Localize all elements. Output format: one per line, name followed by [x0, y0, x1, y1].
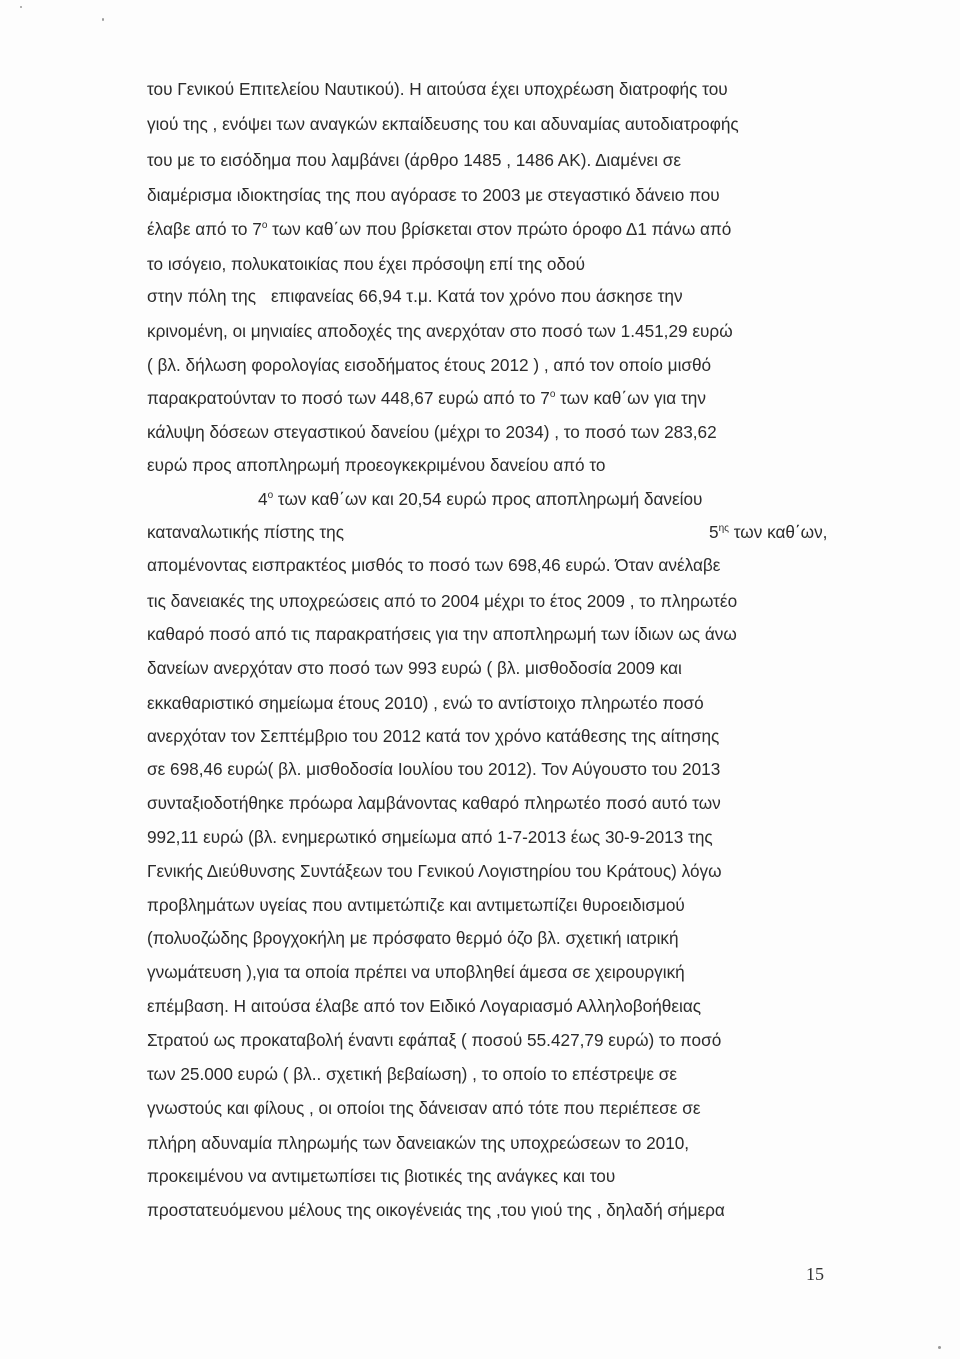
text-segment: των καθ΄ων που βρίσκεται στον πρώτο όροφο Δ1 πάνω από — [267, 219, 732, 239]
text-line: γνωστούς και φίλους , οι οποίοι της δάνεισαν από τότε που περιέπεσε σε — [147, 1098, 701, 1118]
text-line: προστατευόμενου μέλους της οικογένειάς της ,του γιού της , δηλαδή σήμερα — [147, 1200, 725, 1220]
text-segment: των καθ΄ων, — [728, 522, 828, 542]
text-line: των 25.000 ευρώ ( βλ.. σχετική βεβαίωση) , το οποίο το επέστρεψε σε — [147, 1064, 678, 1084]
text-line: διαμέρισμα ιδιοκτησίας της που αγόρασε το 2003 με στεγαστικό δάνειο που — [147, 185, 720, 205]
text-line: εκκαθαριστικό σημείωμα έτους 2010) , ενώ το αντίστοιχο πληρωτέο ποσό — [147, 693, 704, 713]
text-line: Γενικής Διεύθυνσης Συντάξεων του Γενικού Λογιστηρίου του Κράτους) λόγω — [147, 861, 722, 881]
text-line — [258, 489, 827, 513]
scan-speck — [938, 1346, 941, 1349]
page-number: 15 — [806, 1264, 824, 1284]
text-segment: των καθ΄ων και 20,54 ευρώ προς αποπληρωμή δανείου — [273, 489, 703, 509]
scan-speck — [102, 18, 104, 21]
text-line: ( βλ. δήλωση φορολογίας εισοδήματος έτους 2012 ) , από τον οποίο μισθό — [147, 355, 712, 375]
text-line — [147, 286, 827, 306]
text-line: γνωμάτευση ),για τα οποία πρέπει να υποβληθεί άμεσα σε χειρουργική — [147, 962, 685, 982]
text-line: καθαρό ποσό από τις παρακρατήσεις για την αποπληρωμή των ίδιων ως άνω — [147, 624, 737, 644]
text-line: σε 698,46 ευρώ( βλ. μισθοδοσία Ιουλίου του 2012). Τον Αύγουστο του 2013 — [147, 759, 721, 779]
superscript: ο — [549, 389, 556, 400]
text-segment: στην πόλη της — [147, 286, 256, 306]
text-segment: καταναλωτικής πίστης της — [147, 522, 344, 542]
text-line: τις δανειακές της υποχρεώσεις από το 2004 μέχρι το έτος 2009 , το πληρωτέο — [147, 591, 738, 611]
text-line: γιού της , ενόψει των αναγκών εκπαίδευσης του και αδυναμίας αυτοδιατροφής — [147, 114, 739, 134]
superscript: ο — [261, 220, 268, 231]
scan-speck — [20, 6, 22, 8]
text-line: 992,11 ευρώ (βλ. ενημερωτικό σημείωμα από 1-7-2013 έως 30-9-2013 της — [147, 827, 713, 847]
text-line: Στρατού ως προκαταβολή έναντι εφάπαξ ( ποσού 55.427,79 ευρώ) το ποσό — [147, 1030, 722, 1050]
text-run — [709, 522, 827, 546]
text-line: του με το εισόδημα που λαμβάνει (άρθρο 1485 , 1486 ΑΚ). Διαμένει σε — [147, 150, 681, 170]
text-line: πλήρη αδυναμία πληρωμής των δανειακών της υποχρεώσεων το 2010, — [147, 1133, 690, 1153]
text-segment: έλαβε από το 7 — [147, 219, 262, 239]
text-segment: επιφανείας 66,94 τ.μ. Κατά τον χρόνο που άσκησε την — [271, 286, 683, 306]
text-segment: 4 — [258, 489, 268, 509]
text-line: απομένοντας εισπρακτέος μισθός το ποσό των 698,46 ευρώ. Όταν ανέλαβε — [147, 555, 721, 575]
text-line: ανερχόταν τον Σεπτέμβριο του 2012 κατά τον χρόνο κατάθεσης της αίτησης — [147, 726, 720, 746]
text-line: δανείων ανερχόταν στο ποσό των 993 ευρώ ( βλ. μισθοδοσία 2009 και — [147, 658, 682, 678]
text-line: ευρώ προς αποπληρωμή προεογκεκριμένου δανείου από το — [147, 455, 606, 475]
text-segment: 5 — [709, 522, 719, 542]
text-line: συνταξιοδοτήθηκε πρόωρα λαμβάνοντας καθαρό πληρωτέο ποσό αυτό των — [147, 793, 721, 813]
text-line: επέμβαση. Η αιτούσα έλαβε από τον Ειδικό Λογαριασμό Αλληλοβοήθειας — [147, 996, 702, 1016]
text-line: κρινομένη, οι μηνιαίες αποδοχές της ανερχόταν στο ποσό των 1.451,29 ευρώ — [147, 321, 733, 341]
superscript: ο — [267, 490, 274, 501]
text-line: το ισόγειο, πολυκατοικίας που έχει πρόσοψη επί της οδού — [147, 254, 585, 274]
text-line: κάλυψη δόσεων στεγαστικού δανείου (μέχρι το 2034) , το ποσό των 283,62 — [147, 422, 717, 442]
text-line: προβλημάτων υγείας που αντιμετώπιζε και αντιμετωπίζει θυροειδισμού — [147, 895, 685, 915]
superscript: ης — [718, 523, 729, 534]
text-line: του Γενικού Επιτελείου Ναυτικού). Η αιτούσα έχει υποχρέωση διατροφής του — [147, 79, 728, 99]
text-segment: των καθ΄ων για την — [555, 388, 706, 408]
text-line — [147, 388, 827, 412]
text-line: προκειμένου να αντιμετωπίσει τις βιοτικές της ανάγκες και του — [147, 1166, 616, 1186]
text-segment: παρακρατούνταν το ποσό των 448,67 ευρώ από το 7 — [147, 388, 550, 408]
text-line — [147, 219, 827, 243]
text-line: (πολυοζώδης βρογχοκήλη με πρόσφατο θερμό όζο βλ. σχετική ιατρική — [147, 928, 679, 948]
text-line — [147, 522, 827, 542]
